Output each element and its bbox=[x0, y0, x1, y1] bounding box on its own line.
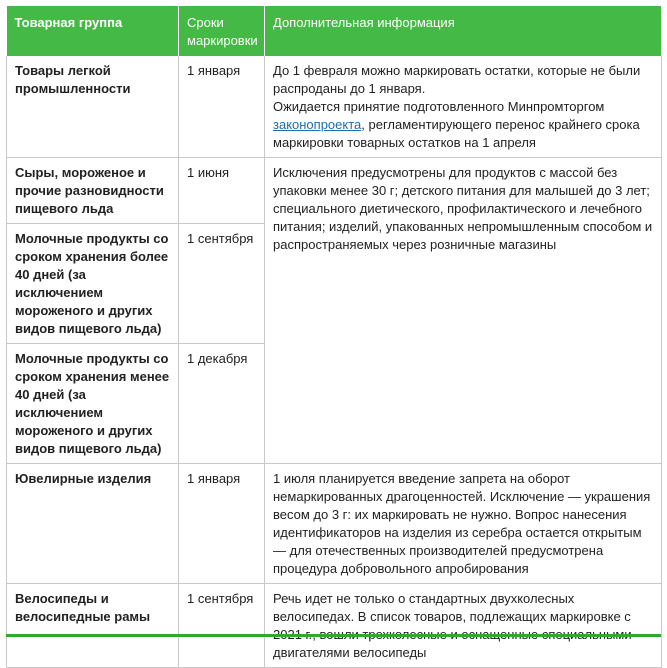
header-product-group: Товарная группа bbox=[7, 6, 179, 56]
table-row bbox=[7, 584, 662, 668]
additional-info-cell: 1 июля планируется введение запрета на оборот немаркированных драгоценностей. Исключение — украшения весом до 3 г: их маркировать не нужно. Вопрос нанесения идентификаторов на изделия из серебра остается открытым — для отечественных производителей предусмотрена процедура добровольного апробирования bbox=[265, 464, 662, 584]
marking-date-cell: 1 января bbox=[179, 464, 265, 584]
info-text-block bbox=[273, 98, 653, 152]
bill-link[interactable]: законопроекта bbox=[273, 117, 362, 132]
additional-info-cell bbox=[265, 56, 662, 158]
marking-date-cell: 1 сентября bbox=[179, 584, 265, 668]
additional-info-cell: Речь идет не только о стандартных двухколесных велосипедах. В список товаров, подлежащих маркировке с двигателями велосипеды bbox=[265, 584, 662, 668]
marking-date-cell: 1 сентября bbox=[179, 224, 265, 344]
info-text: Ожидается принятие подготовленного Минпромторгом bbox=[273, 99, 605, 114]
additional-info-cell: Исключения предусмотрены для продуктов с массой без упаковки менее 30 г; детского питания для малышей до 3 лет; специального диетического, профилактического и лечебного питания; изделий, упакованных непромышленным способом и распространяемых через розничные магазины bbox=[265, 158, 662, 464]
table-row bbox=[7, 158, 662, 224]
marking-date-cell: 1 декабря bbox=[179, 344, 265, 464]
table-row bbox=[7, 56, 662, 158]
product-group-cell: Товары легкой промышленности bbox=[7, 56, 179, 158]
product-group-cell: Сыры, мороженое и прочие разновидности пищевого льда bbox=[7, 158, 179, 224]
marking-schedule-table bbox=[6, 6, 662, 668]
header-marking-dates: Сроки маркировки bbox=[179, 6, 265, 56]
header-additional-info: Дополнительная информация bbox=[265, 6, 662, 56]
marking-date-cell: 1 января bbox=[179, 56, 265, 158]
marking-date-cell: 1 июня bbox=[179, 158, 265, 224]
info-text: , регламентирующего перенос крайнего срока маркировки товарных остатков на 1 апреля bbox=[273, 117, 640, 150]
info-text: До 1 февраля можно маркировать остатки, которые не были распроданы до 1 января. bbox=[273, 63, 641, 96]
product-group-cell: Молочные продукты со сроком хранения менее 40 дней (за исключением мороженого и других видов пищевого льда) bbox=[7, 344, 179, 464]
table-row bbox=[7, 464, 662, 584]
product-group-cell: Ювелирные изделия bbox=[7, 464, 179, 584]
product-group-cell: Велосипеды и велосипедные рамы bbox=[7, 584, 179, 668]
table-header-row bbox=[7, 6, 662, 56]
product-group-cell: Молочные продукты со сроком хранения более 40 дней (за исключением мороженого и других видов пищевого льда) bbox=[7, 224, 179, 344]
